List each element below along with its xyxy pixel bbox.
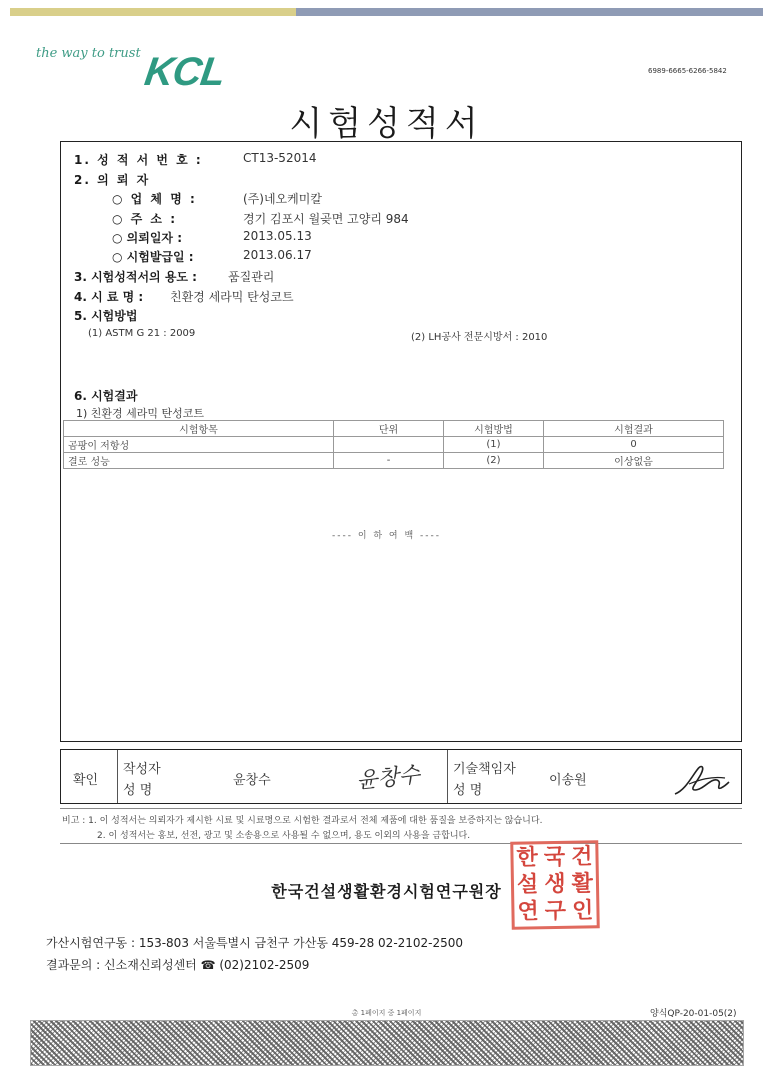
field-cert-number-value: CT13-52014	[243, 151, 317, 165]
cell-result: 0	[544, 437, 724, 453]
cell-method: (2)	[444, 453, 544, 469]
field-issue-date-value: 2013.06.17	[243, 248, 312, 262]
method-1: (1) ASTM G 21 : 2009	[88, 328, 196, 339]
cell-item: 결로 성능	[64, 453, 334, 469]
field-results-label: 6. 시험결과	[74, 389, 138, 403]
results-table	[63, 420, 724, 469]
field-purpose-value: 품질관리	[228, 270, 275, 284]
cell-item: 곰팡이 저항성	[64, 437, 334, 453]
remark-2: 2. 이 성적서는 홍보, 선전, 광고 및 소송용으로 사용될 수 없으며, 용도 이외의 사용을 금합니다.	[97, 831, 471, 841]
method-2: (2) LH공사 전문시방서 : 2010	[411, 332, 548, 343]
document-title: 시험성적서	[289, 104, 484, 144]
kcl-logo: KCL	[141, 50, 228, 94]
page-number: 총 1페이지 중 1페이지	[351, 1009, 422, 1017]
field-purpose-label: 3. 시험성적서의 용도 :	[74, 270, 197, 284]
top-color-bar	[10, 8, 763, 16]
institution-name: 한국건설생활환경시험연구원장	[271, 882, 502, 901]
remarks	[60, 808, 742, 844]
cell-unit: -	[334, 453, 444, 469]
field-company-label: ○ 업 체 명 :	[112, 192, 197, 206]
cell-unit	[334, 437, 444, 453]
author-name-label: 성 명	[123, 783, 153, 798]
field-request-date-value: 2013.05.13	[243, 229, 312, 243]
tech-manager-signature-icon	[671, 756, 731, 800]
field-method-label: 5. 시험방법	[74, 309, 138, 323]
field-sample-value: 친환경 세라믹 탄성코트	[170, 290, 294, 304]
table-header-row	[64, 421, 724, 437]
field-issue-date-label: ○ 시험발급일 :	[112, 250, 194, 264]
author-name: 윤창수	[233, 773, 271, 788]
header-unit: 단위	[334, 421, 444, 437]
field-address-value: 경기 김포시 월곶면 고양리 984	[243, 212, 409, 226]
table-row	[64, 437, 724, 453]
signature-box	[60, 749, 742, 804]
remark-1: 비고 : 1. 이 성적서는 의뢰자가 제시한 시료 및 시료명으로 시험한 결과로서 전체 제품에 대한 품질을 보증하지는 않습니다.	[62, 816, 543, 826]
table-row	[64, 453, 724, 469]
field-address-label: ○ 주 소 :	[112, 212, 177, 226]
form-code: 양식QP-20-01-05(2)	[650, 1009, 737, 1019]
tech-manager-name: 이송원	[549, 773, 587, 788]
cell-method: (1)	[444, 437, 544, 453]
field-company-value: (주)네오케미칼	[243, 192, 322, 206]
field-request-date-label: ○ 의뢰일자 :	[112, 231, 182, 245]
field-cert-number-label: 1. 성 적 서 번 호 :	[74, 153, 203, 167]
field-requester-label: 2. 의 뢰 자	[74, 173, 151, 187]
author-label: 작성자	[123, 762, 161, 777]
field-sample-label: 4. 시 료 명 :	[74, 290, 144, 304]
result-subtitle: 1) 친환경 세라믹 탄성코트	[76, 407, 205, 420]
inquiry-contact: 결과문의 : 신소재신뢰성센터 ☎ (02)2102-2509	[46, 958, 310, 972]
end-of-content-mark: ---- 이 하 여 백 ----	[331, 531, 442, 541]
header-method: 시험방법	[444, 421, 544, 437]
tech-manager-label: 기술책임자	[453, 762, 516, 777]
official-seal: 한 국 건 설 생 활 연 구 인	[510, 840, 600, 930]
lab-address: 가산시험연구동 : 153-803 서울특별시 금천구 가산동 459-28 02-2102-2500	[46, 936, 464, 950]
document-code: 6989-6665-6266-5842	[648, 67, 727, 75]
tagline: the way to trust	[36, 46, 141, 61]
security-barcode-strip	[30, 1020, 744, 1066]
cell-result: 이상없음	[544, 453, 724, 469]
tech-name-label: 성 명	[453, 783, 483, 798]
header-result: 시험결과	[544, 421, 724, 437]
author-signature: 윤창수	[355, 762, 422, 795]
confirm-label: 확인	[73, 773, 99, 788]
header-test-item: 시험항목	[64, 421, 334, 437]
